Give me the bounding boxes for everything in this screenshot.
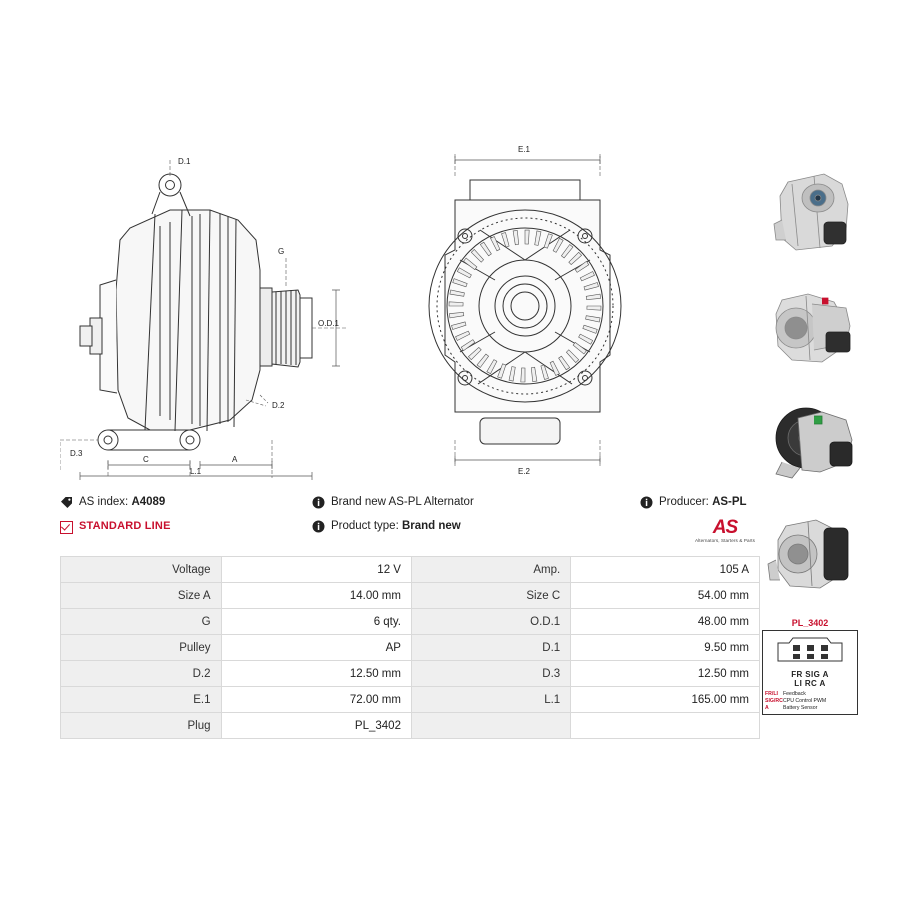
spec-value: 6 qty. bbox=[221, 609, 411, 635]
as-pl-logo bbox=[690, 518, 760, 543]
label-e1: E.1 bbox=[518, 145, 531, 154]
plug-info-box bbox=[762, 618, 858, 715]
producer-text bbox=[659, 496, 747, 508]
spec-key: L.1 bbox=[411, 687, 570, 713]
spec-value: 14.00 mm bbox=[221, 583, 411, 609]
spec-value: 54.00 mm bbox=[571, 583, 760, 609]
brand-new-text: Brand new AS-PL Alternator bbox=[331, 496, 474, 508]
technical-drawings bbox=[60, 140, 760, 480]
table-row bbox=[61, 713, 760, 739]
product-type-block bbox=[312, 520, 461, 533]
spec-key: Size A bbox=[61, 583, 222, 609]
table-row bbox=[61, 687, 760, 713]
spec-value: 12.50 mm bbox=[221, 661, 411, 687]
label-c: C bbox=[143, 455, 149, 464]
spec-key: Pulley bbox=[61, 635, 222, 661]
standard-line-block bbox=[60, 520, 171, 533]
product-photo-1 bbox=[762, 160, 862, 270]
plug-legend bbox=[765, 691, 855, 712]
spec-empty-cell bbox=[411, 713, 570, 739]
plug-legend-row bbox=[765, 705, 855, 712]
spec-key: D.1 bbox=[411, 635, 570, 661]
spec-key: D.3 bbox=[411, 661, 570, 687]
spec-value: AP bbox=[221, 635, 411, 661]
label-d3: D.3 bbox=[70, 449, 83, 458]
product-type-label: Product type: bbox=[331, 520, 399, 532]
as-index-value: A4089 bbox=[131, 496, 166, 508]
product-photo-3 bbox=[762, 388, 862, 498]
plug-legend-row bbox=[765, 691, 855, 698]
label-od1: O.D.1 bbox=[318, 319, 339, 328]
front-view-svg bbox=[420, 140, 680, 480]
spec-value: 48.00 mm bbox=[571, 609, 760, 635]
as-index-text bbox=[79, 496, 165, 508]
spec-value: PL_3402 bbox=[221, 713, 411, 739]
label-d1: D.1 bbox=[178, 157, 191, 166]
plug-legend-code: FR/LI bbox=[765, 691, 778, 698]
spec-key: Voltage bbox=[61, 557, 222, 583]
spec-key: D.2 bbox=[61, 661, 222, 687]
plug-shape-icon bbox=[773, 635, 847, 665]
plug-title: PL_3402 bbox=[791, 618, 829, 628]
info-icon bbox=[640, 496, 653, 509]
product-photo-strip bbox=[762, 160, 862, 715]
table-row bbox=[61, 557, 760, 583]
spec-value: 72.00 mm bbox=[221, 687, 411, 713]
plug-legend-text: CPU Control PWM bbox=[783, 698, 827, 705]
product-info-row bbox=[60, 496, 760, 542]
alternator-side-view-drawing bbox=[60, 140, 360, 480]
table-row bbox=[61, 635, 760, 661]
as-index-block bbox=[60, 496, 165, 509]
producer-label: Producer: bbox=[659, 496, 709, 508]
spec-key: E.1 bbox=[61, 687, 222, 713]
product-photo-4 bbox=[762, 502, 862, 612]
spec-value: 12 V bbox=[221, 557, 411, 583]
table-row bbox=[61, 661, 760, 687]
plug-diagram bbox=[762, 630, 858, 715]
plug-legend-code: SIG/RC bbox=[765, 698, 783, 705]
producer-block bbox=[640, 496, 747, 509]
plug-pins-line-1: FR SIG A bbox=[791, 670, 829, 679]
plug-legend-row bbox=[765, 698, 855, 705]
spec-key: Plug bbox=[61, 713, 222, 739]
specifications-table bbox=[60, 556, 760, 739]
side-view-svg bbox=[60, 140, 360, 480]
as-pl-logo-subtitle: Alternators, Starters & Parts bbox=[694, 538, 756, 543]
as-pl-logo-mark: AS bbox=[712, 517, 738, 538]
label-d2: D.2 bbox=[272, 401, 285, 410]
as-index-label: AS index: bbox=[79, 496, 129, 508]
label-g: G bbox=[278, 247, 285, 256]
brand-new-block bbox=[312, 496, 474, 509]
spec-key: Size C bbox=[411, 583, 570, 609]
table-row bbox=[61, 583, 760, 609]
specifications-body bbox=[61, 557, 760, 739]
product-type-value: Brand new bbox=[401, 520, 461, 532]
tag-icon bbox=[60, 496, 73, 509]
plug-pins-line-2: LI RC A bbox=[794, 679, 826, 689]
info-icon bbox=[312, 520, 325, 533]
spec-empty-cell bbox=[571, 713, 760, 739]
product-photo-2 bbox=[762, 274, 862, 384]
label-e2: E.2 bbox=[518, 467, 531, 476]
spec-key: O.D.1 bbox=[411, 609, 570, 635]
info-icon bbox=[312, 496, 325, 509]
alternator-front-view-drawing bbox=[420, 140, 680, 480]
producer-value: AS-PL bbox=[712, 496, 747, 508]
spec-key: G bbox=[61, 609, 222, 635]
spec-value: 9.50 mm bbox=[571, 635, 760, 661]
spec-value: 12.50 mm bbox=[571, 661, 760, 687]
checkbox-icon bbox=[60, 521, 73, 534]
product-type-text bbox=[331, 520, 461, 532]
plug-legend-code: A bbox=[765, 705, 769, 712]
table-row bbox=[61, 609, 760, 635]
plug-legend-text: Feedback bbox=[783, 691, 806, 698]
spec-value: 105 A bbox=[571, 557, 760, 583]
label-a: A bbox=[232, 455, 238, 464]
spec-value: 165.00 mm bbox=[571, 687, 760, 713]
plug-legend-text: Battery Sensor bbox=[783, 705, 818, 712]
label-l1: L.1 bbox=[190, 467, 202, 476]
spec-key: Amp. bbox=[411, 557, 570, 583]
standard-line-label: STANDARD LINE bbox=[79, 520, 171, 532]
